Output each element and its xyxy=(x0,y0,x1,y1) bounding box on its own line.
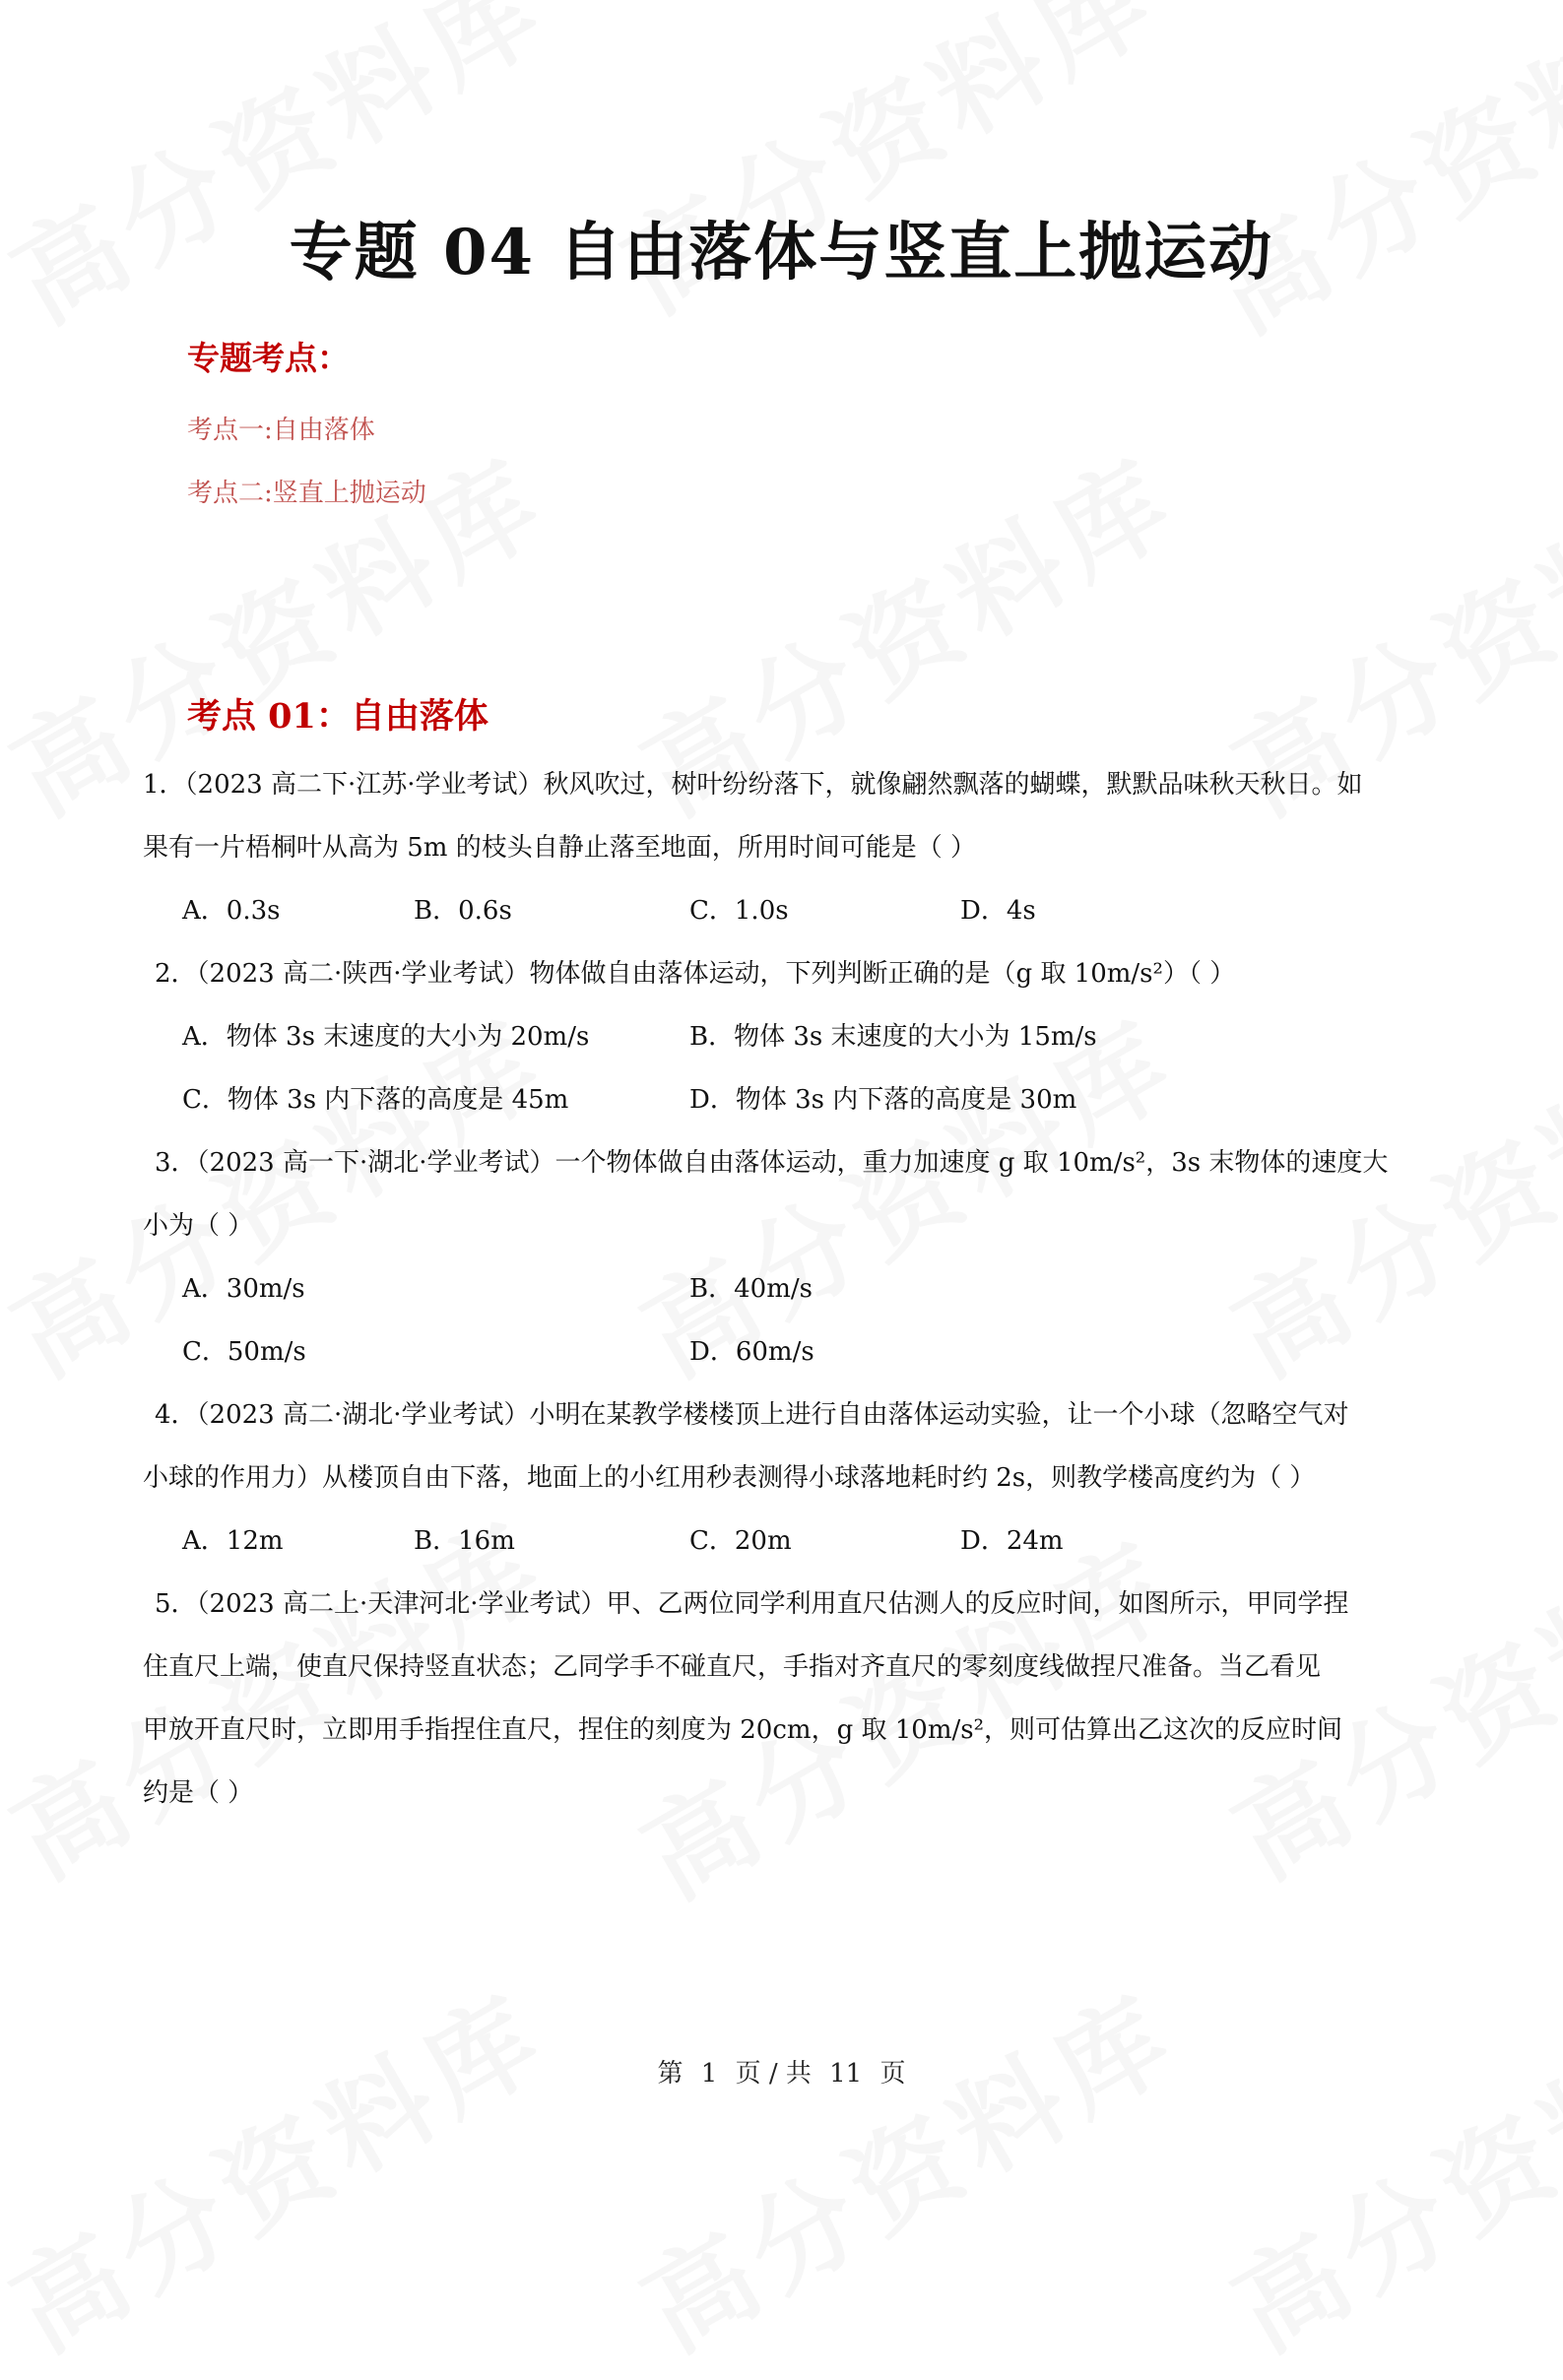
question-1-option-d: D．4s xyxy=(960,896,1036,926)
question-3-line-2: 小为（ ） xyxy=(143,1211,254,1241)
question-2-line-1: 2．（2023 高二·陕西·学业考试）物体做自由落体运动，下列判断正确的是（g 取 10m/s²）（ ） xyxy=(155,959,1236,989)
question-2-option-a: A．物体 3s 末速度的大小为 20m/s xyxy=(182,1022,590,1052)
page-footer xyxy=(0,2053,1563,2090)
watermark xyxy=(612,1951,1202,2380)
topics-heading: 专题考点： xyxy=(187,339,350,377)
question-4-option-d: D．24m xyxy=(960,1526,1064,1556)
watermark xyxy=(0,1951,570,2380)
question-5-line-2: 住直尺上端，使直尺保持竖直状态；乙同学手不碰直尺，手指对齐直尺的零刻度线做捏尺准备。当乙看见 xyxy=(143,1652,1322,1682)
question-1-option-c: C．1.0s xyxy=(689,896,789,926)
question-1-option-a: A．0.3s xyxy=(182,896,281,926)
question-3-option-c: C．50m/s xyxy=(182,1337,306,1367)
footer-mid: 页 / 共 xyxy=(735,2059,812,2089)
question-4-option-a: A．12m xyxy=(182,1526,284,1556)
question-3-line-1: 3．（2023 高一下·湖北·学业考试）一个物体做自由落体运动，重力加速度 g 取 10m/s²，3s 末物体的速度大 xyxy=(155,1148,1389,1178)
question-5-line-3: 甲放开直尺时，立即用手指捏住直尺，捏住的刻度为 20cm，g 取 10m/s²，则可估算出乙这次的反应时间 xyxy=(143,1715,1343,1745)
watermark xyxy=(1203,1478,1563,1908)
footer-suffix: 页 xyxy=(879,2059,906,2089)
question-4-line-2: 小球的作用力）从楼顶自由下落，地面上的小红用秒表测得小球落地耗时约 2s，则教学楼高度约为（ ） xyxy=(143,1463,1316,1493)
page-title: 专题 04 自由落体与竖直上抛运动 xyxy=(289,216,1274,289)
watermark xyxy=(1183,0,1563,361)
footer-page-number: 1 xyxy=(700,2059,718,2089)
topic-item: 考点二:竖直上抛运动 xyxy=(187,479,426,508)
question-4-line-1: 4．（2023 高二·湖北·学业考试）小明在某教学楼楼顶上进行自由落体运动实验，让一个小球（忽略空气对 xyxy=(155,1400,1349,1430)
question-1-line-2: 果有一片梧桐叶从高为 5m 的枝头自静止落至地面，所用时间可能是（ ） xyxy=(143,833,976,863)
footer-total-pages: 11 xyxy=(829,2059,863,2089)
question-2-option-d: D．物体 3s 内下落的高度是 30m xyxy=(689,1085,1077,1115)
section-heading: 考点 01：自由落体 xyxy=(187,696,488,737)
watermark xyxy=(0,0,570,352)
question-2-option-b: B．物体 3s 末速度的大小为 15m/s xyxy=(689,1022,1097,1052)
question-1-option-b: B．0.6s xyxy=(414,896,512,926)
question-3-option-d: D．60m/s xyxy=(689,1337,814,1367)
watermark xyxy=(1203,1951,1563,2380)
footer-prefix: 第 xyxy=(657,2059,684,2089)
question-5-line-1: 5．（2023 高二上·天津河北·学业考试）甲、乙两位同学利用直尺估测人的反应时间，如图所示，甲同学捏 xyxy=(155,1589,1349,1619)
question-1-line-1: 1．（2023 高二下·江苏·学业考试）秋风吹过，树叶纷纷落下，就像翩然飘落的蝴蝶，默默品味秋天秋日。如 xyxy=(143,770,1363,800)
question-3-option-a: A．30m/s xyxy=(182,1274,305,1304)
question-4-option-b: B．16m xyxy=(414,1526,515,1556)
question-4-option-c: C．20m xyxy=(689,1526,792,1556)
topic-item: 考点一:自由落体 xyxy=(187,416,375,445)
question-5-line-4: 约是（ ） xyxy=(143,1778,254,1808)
question-3-option-b: B．40m/s xyxy=(689,1274,813,1304)
question-2-option-c: C．物体 3s 内下落的高度是 45m xyxy=(182,1085,569,1115)
watermark xyxy=(1203,976,1563,1406)
